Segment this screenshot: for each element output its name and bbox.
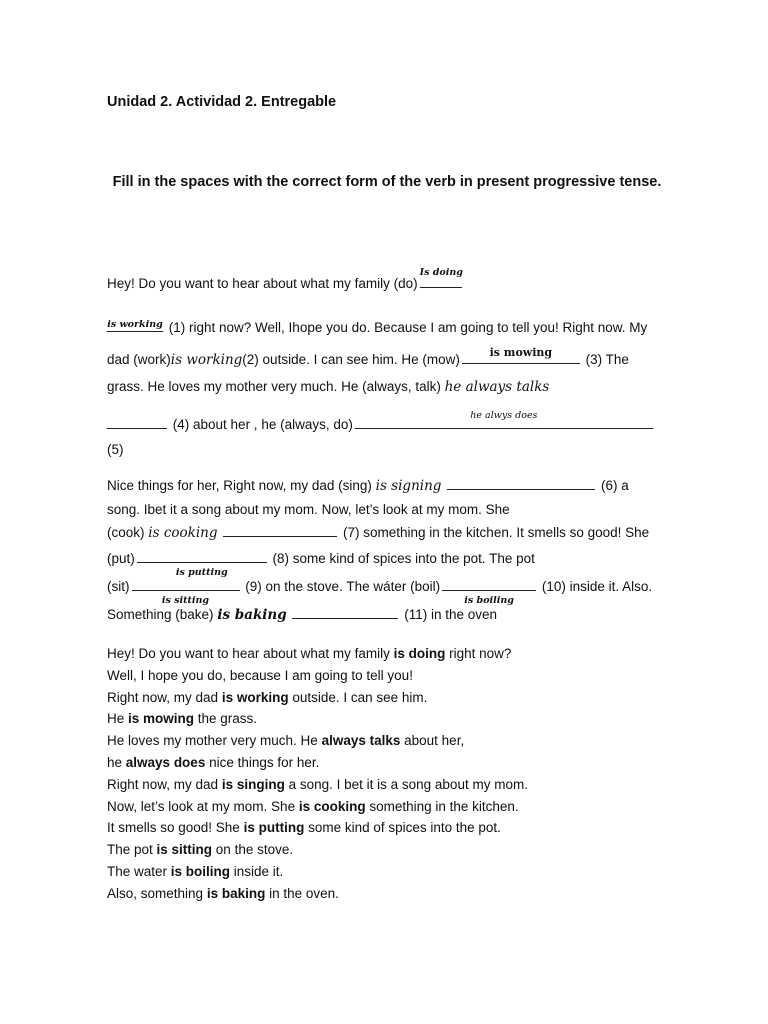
exercise-line-8 — [107, 501, 510, 519]
answer-handwritten: he always talks — [444, 379, 550, 395]
exercise-line-11 — [107, 578, 653, 606]
exercise-text: (1) right now? Well, Ihope you do. Because I am going to tell you! Right now. My — [168, 320, 648, 335]
answer-line — [107, 687, 528, 709]
exercise-text: dad (work) — [107, 352, 171, 367]
answer-line — [107, 774, 528, 796]
exercise-text: (3) The — [585, 352, 629, 367]
answer-verb: is boiling — [170, 863, 231, 879]
answer-verb: is cooking — [298, 798, 366, 814]
answer-blank-4 — [107, 419, 167, 429]
answer-blank-do — [419, 267, 463, 288]
exercise-text: (7) something in the kitchen. It smells so good! She — [343, 525, 650, 540]
exercise-line-10 — [107, 550, 535, 578]
exercise-line-12 — [107, 606, 497, 624]
exercise-text: (11) in the oven — [404, 607, 498, 622]
answer-text: some kind of spices into the pot. — [304, 820, 501, 836]
answer-verb: is working — [221, 689, 289, 705]
answer-text: Well, I hope you do, because I am going to tell you! — [107, 667, 413, 683]
answer-text: outside. I can see him. — [288, 689, 428, 705]
answer-blank-7 — [223, 527, 337, 537]
exercise-line-6 — [107, 441, 124, 459]
answer-line — [107, 708, 528, 730]
answer-handwritten: is cooking — [148, 525, 218, 541]
exercise-line-5 — [107, 410, 655, 434]
answer-text: Right now, my dad — [107, 776, 222, 792]
answer-text: The water — [107, 863, 171, 879]
exercise-line-1 — [107, 267, 464, 293]
answer-handwritten: is signing — [375, 478, 442, 494]
answer-handwritten: he alwys does — [470, 410, 538, 421]
answer-handwritten: is mowing — [489, 346, 553, 359]
exercise-text: (9) on the stove. The wáter (boil) — [245, 579, 441, 594]
answer-text: Now, let’s look at my mom. She — [107, 798, 299, 814]
answer-line — [107, 796, 528, 818]
exercise-text: (6) a — [600, 478, 629, 493]
answer-handwritten: is baking — [217, 607, 287, 623]
exercise-text: Hey! Do you want to hear about what my family (do) — [107, 276, 418, 291]
answer-line — [107, 861, 528, 883]
instructions: Fill in the spaces with the correct form of the verb in present progressive tense. — [112, 174, 662, 190]
answer-text: Also, something — [107, 885, 207, 901]
answer-blank-9 — [132, 581, 240, 606]
answer-handwritten: Is doing — [419, 267, 463, 278]
answer-text: He — [107, 711, 129, 727]
exercise-text: (5) — [107, 442, 124, 457]
exercise-line-3 — [107, 346, 629, 369]
exercise-text: (4) about her , he (always, do) — [172, 417, 353, 432]
answer-handwritten: is working — [170, 352, 243, 368]
page-title: Unidad 2. Actividad 2. Entregable — [107, 94, 337, 110]
answer-verb: is doing — [393, 646, 446, 661]
answer-line — [107, 839, 528, 861]
answer-verb: is baking — [206, 885, 266, 901]
answer-text: right now? — [445, 646, 512, 661]
answer-line — [107, 883, 528, 905]
exercise-text: (cook) — [107, 525, 145, 540]
answer-handwritten: is boiling — [464, 595, 514, 606]
answer-blank-11 — [292, 609, 398, 619]
answer-verb: is mowing — [128, 711, 195, 727]
answer-text: a song. I bet it is a song about my mom. — [284, 776, 528, 792]
exercise-line-2 — [107, 319, 647, 337]
answer-text: nice things for her. — [205, 754, 320, 770]
answer-verb: always does — [125, 754, 206, 770]
answer-blank-8 — [137, 553, 267, 578]
answer-blank-10 — [442, 581, 536, 606]
answer-verb: is sitting — [156, 842, 213, 858]
exercise-line-4 — [107, 378, 549, 396]
answer-text: He loves my mother very much. He — [107, 733, 322, 749]
answer-line — [107, 665, 528, 687]
exercise-text: (8) some kind of spices into the pot. The pot — [272, 551, 535, 566]
exercise-text: Something (bake) — [107, 607, 214, 622]
answer-text: It smells so good! She — [107, 820, 244, 836]
exercise-text: Nice things for her, Right now, my dad (sing) — [107, 478, 372, 493]
answer-blank-6 — [447, 480, 595, 490]
answer-blank-5 — [355, 410, 653, 429]
answer-text: Right now, my dad — [107, 689, 222, 705]
exercise-text: (2) outside. I can see him. He (mow) — [242, 352, 460, 367]
answer-handwritten: is working — [107, 319, 163, 330]
exercise-line-7 — [107, 477, 629, 495]
answer-text: he — [107, 754, 126, 770]
answer-paragraph — [107, 643, 528, 905]
answer-text: in the oven. — [265, 885, 339, 901]
answer-blank-3 — [462, 346, 580, 364]
answer-text: The pot — [107, 842, 157, 858]
answer-text: about her, — [400, 733, 465, 749]
answer-handwritten: is sitting — [161, 595, 210, 606]
answer-line — [107, 752, 528, 774]
exercise-text: grass. He loves my mother very much. He (always, talk) — [107, 379, 441, 394]
answer-text: the grass. — [194, 711, 258, 727]
answer-line — [107, 817, 528, 839]
exercise-text: (10) inside it. Also. — [541, 579, 653, 594]
answer-line — [107, 730, 528, 752]
exercise-line-9 — [107, 524, 649, 542]
answer-text: inside it. — [230, 863, 284, 879]
exercise-text: (sit) — [107, 579, 130, 594]
answer-verb: always talks — [321, 733, 401, 749]
answer-verb: is singing — [221, 776, 285, 792]
exercise-text: song. Ibet it a song about my mom. Now, let’s look at my mom. She — [107, 502, 510, 517]
answer-text: something in the kitchen. — [365, 798, 519, 814]
answer-handwritten: is putting — [175, 567, 228, 578]
answer-blank-1 — [107, 319, 163, 332]
answer-text: on the stove. — [212, 842, 294, 858]
answer-text: Hey! Do you want to hear about what my family — [107, 646, 394, 661]
exercise-text: (put) — [107, 551, 135, 566]
answer-line — [107, 643, 528, 665]
answer-verb: is putting — [243, 820, 305, 836]
